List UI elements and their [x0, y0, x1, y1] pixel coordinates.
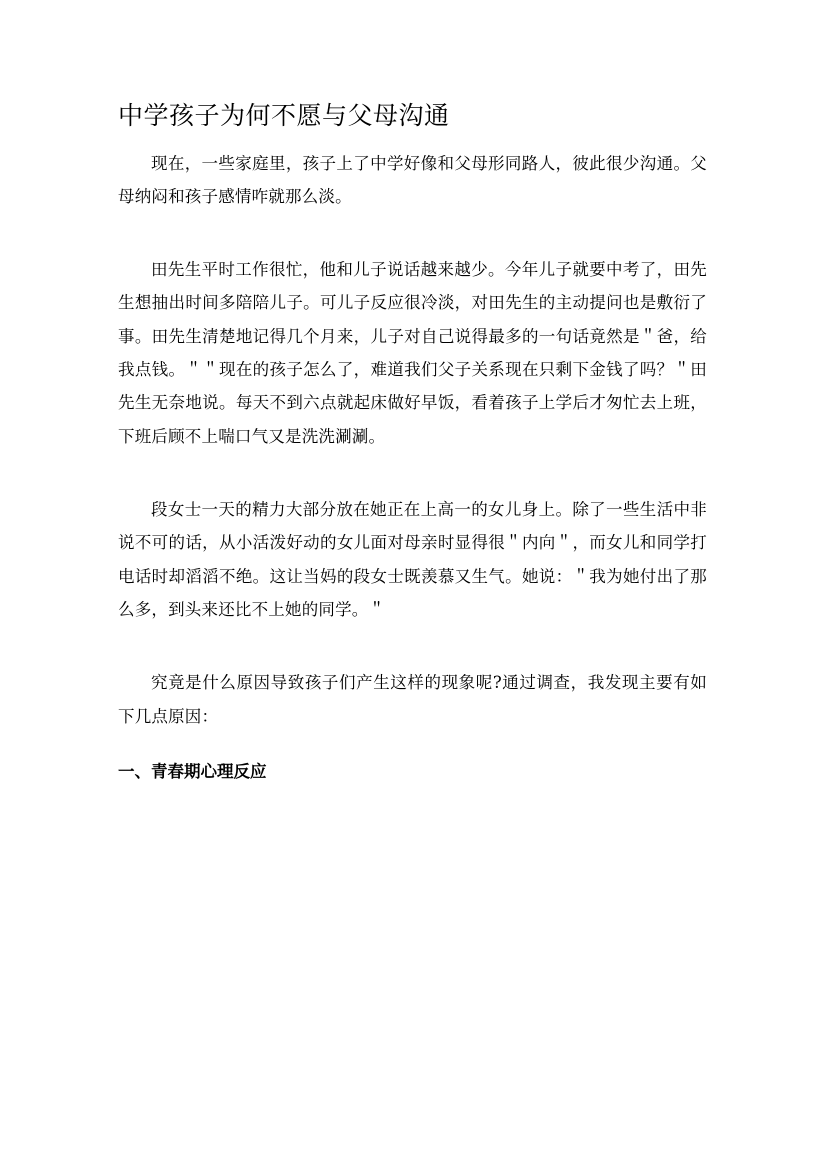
paragraph-2: 田先生平时工作很忙，他和儿子说话越来越少。今年儿子就要中考了，田先生想抽出时间多陪陪儿子。可儿子反应很冷淡，对田先生的主动提问也是敷衍了事。田先生清楚地记得几个月来，儿子对自己说得最多的一句话竟然是＂爸，给我点钱。＂＂现在的孩子怎么了，难道我们父子关系现在只剩下金钱了吗？＂田先生无奈地说。每天不到六点就起床做好早饭，看着孩子上学后才匆忙去上班，下班后顾不上喘口气又是洗洗涮涮。 — [118, 260, 707, 446]
paragraph-4: 究竟是什么原因导致孩子们产生这样的现象呢?通过调查，我发现主要有如下几点原因： — [118, 673, 707, 726]
paragraph-3: 段女士一天的精力大部分放在她正在上高一的女儿身上。除了一些生活中非说不可的话，从小活泼好动的女儿面对母亲时显得很＂内向＂，而女儿和同学打电话时却滔滔不绝。这让当妈的段女士既羡慕又生气。她说：＂我为她付出了那么多，到头来还比不上她的同学。＂ — [118, 500, 707, 620]
section-heading-1: 一、青春期心理反应 — [118, 762, 267, 782]
paragraph-1: 现在，一些家庭里，孩子上了中学好像和父母形同路人，彼此很少沟通。父母纳闷和孩子感情咋就那么淡。 — [118, 153, 707, 206]
page-title: 中学孩子为何不愿与父母沟通 — [118, 101, 450, 130]
document-body — [118, 100, 707, 788]
